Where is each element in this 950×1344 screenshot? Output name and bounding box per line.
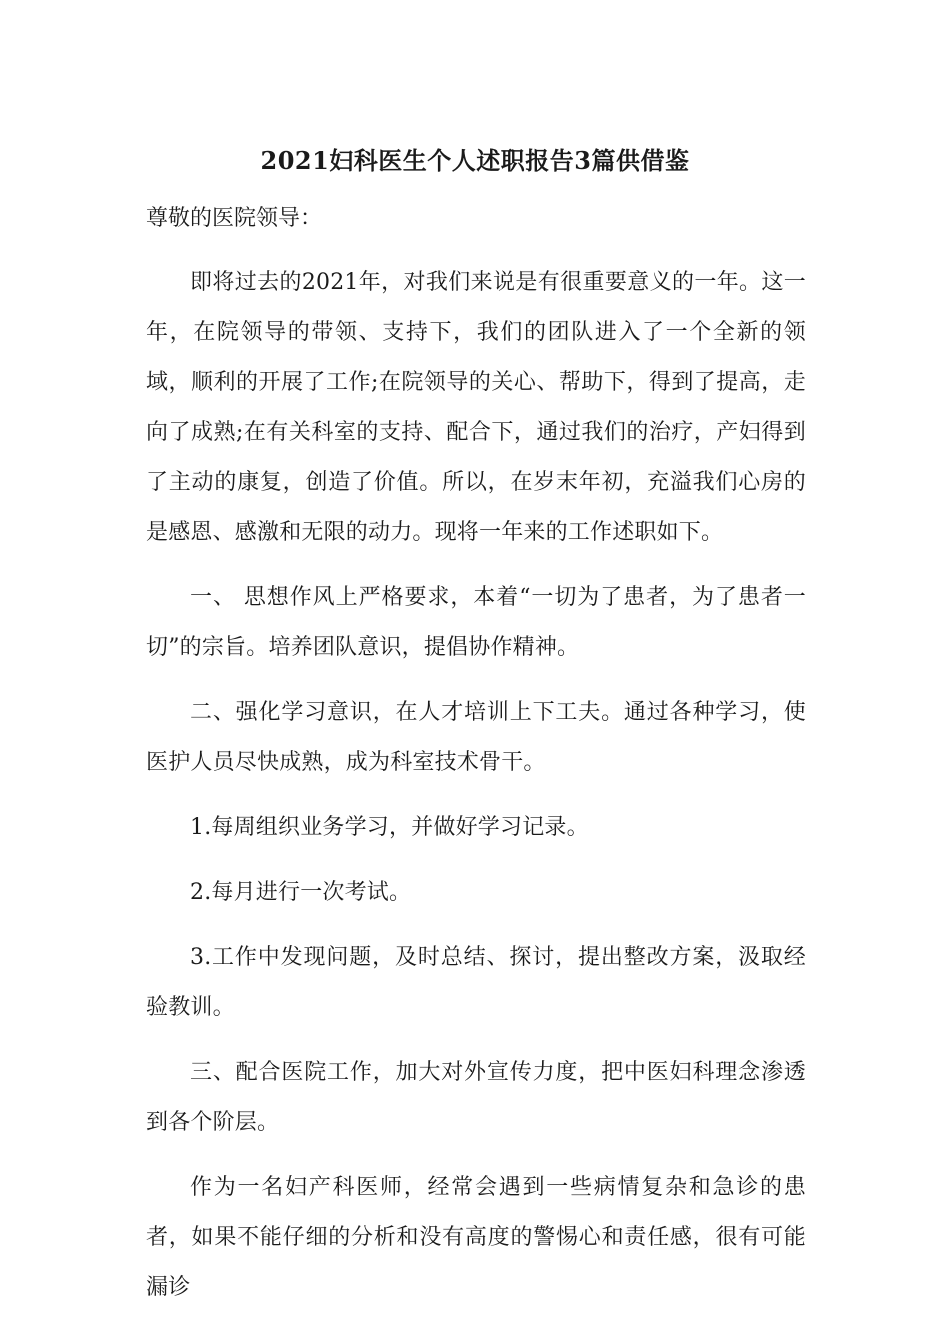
list-item-3: 3.工作中发现问题，及时总结、探讨，提出整改方案，汲取经验教训。 bbox=[146, 945, 806, 1020]
document-body bbox=[146, 258, 806, 1328]
list-item-1: 1.每周组织业务学习，并做好学习记录。 bbox=[190, 815, 589, 840]
salutation: 尊敬的医院领导： bbox=[146, 206, 323, 231]
paragraph-intro: 即将过去的2021年，对我们来说是有很重要意义的一年。这一年，在院领导的带领、支持下，我们的团队进入了一个全新的领域，顺利的开展了工作;在院领导的关心、帮助下，得到了提高，走向了成熟;在有关科室的支持、配合下，通过我们的治疗，产妇得到了主动的康复，创造了价值。所以，在岁末年初，充溢我们心房的是感恩、感激和无限的动力。现将一年来的工作述职如下。 bbox=[146, 270, 806, 545]
document-title: 2021妇科医生个人述职报告3篇供借鉴 bbox=[260, 146, 690, 175]
paragraph-closing: 作为一名妇产科医师，经常会遇到一些病情复杂和急诊的患者，如果不能仔细的分析和没有高度的警惕心和责任感，很有可能漏诊 bbox=[146, 1175, 806, 1300]
paragraph-section-3: 三、配合医院工作，加大对外宣传力度，把中医妇科理念渗透到各个阶层。 bbox=[146, 1060, 806, 1135]
list-item-2: 2.每月进行一次考试。 bbox=[190, 880, 412, 905]
paragraph-section-1: 一、 思想作风上严格要求，本着“一切为了患者，为了患者一切”的宗旨。培养团队意识，提倡协作精神。 bbox=[146, 585, 806, 660]
paragraph-section-2: 二、强化学习意识，在人才培训上下工夫。通过各种学习，使医护人员尽快成熟，成为科室技术骨干。 bbox=[146, 700, 806, 775]
